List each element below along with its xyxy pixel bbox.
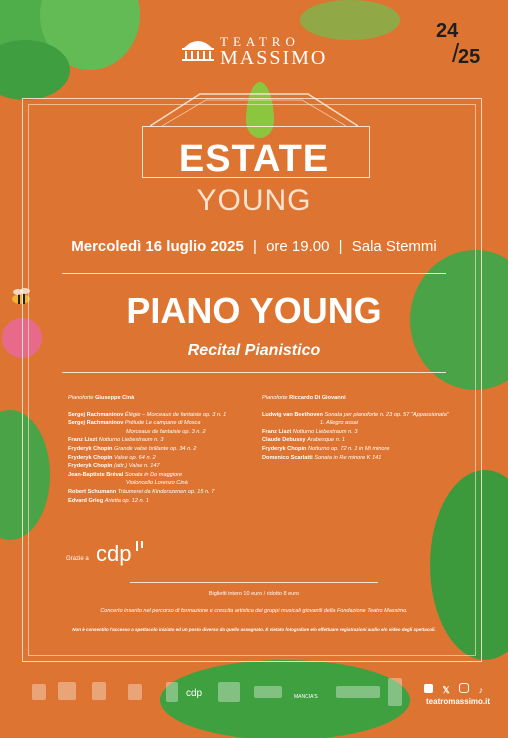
piece-title: 1. Allegro assai (320, 420, 359, 427)
piece-title: Valse op. 64 n. 2 (114, 454, 156, 461)
event-venue: Sala Stemmi (351, 238, 437, 255)
program-row (68, 428, 258, 437)
performer-header (68, 394, 258, 403)
composer-name: Claude Debussy (262, 437, 306, 444)
brand-bottom: MASSIMO (220, 47, 328, 69)
mancia-logo[interactable]: MANCIA'S (294, 694, 318, 700)
cdp-logo[interactable]: cdp (96, 541, 132, 566)
series-title-line2: YOUNG (196, 184, 312, 217)
sponsor-logo (92, 682, 106, 700)
program-row (68, 411, 258, 420)
footer-cdp-logo[interactable]: cdp (186, 688, 203, 699)
website-link[interactable]: teatromassimo.it (426, 697, 491, 706)
sponsor-logo (58, 682, 76, 700)
composer-name: Domenico Scarlatti (262, 454, 313, 461)
concert-subtitle: Recital Pianistico (187, 342, 321, 359)
performer-role: Pianoforte (68, 395, 94, 401)
performer-name: Riccardo Di Giovanni (289, 395, 346, 401)
program-row (68, 445, 258, 454)
composer-name: Fryderyk Chopin (68, 463, 113, 470)
facebook-icon[interactable] (424, 684, 433, 693)
event-date: Mercoledì 16 luglio 2025 (71, 238, 244, 255)
composer-name: Fryderyk Chopin (262, 445, 307, 452)
season-slash: / (452, 38, 460, 68)
piece-title: Sonata in Do maggiore (124, 471, 183, 478)
program-row (262, 411, 462, 420)
concert-title: PIANO YOUNG (126, 290, 382, 331)
sponsor-logo (336, 686, 380, 698)
cdp-mark (136, 541, 138, 551)
program-row (262, 454, 462, 463)
piece-title: Notturno Liebestraum n. 3 (292, 428, 358, 435)
program-left-column (68, 394, 258, 505)
composer-name: Jean-Baptiste Bréval (68, 471, 124, 478)
composer-name: Fryderyk Chopin (68, 445, 113, 452)
season-bottom: 25 (458, 46, 481, 68)
tiktok-icon[interactable]: ♪ (478, 685, 484, 695)
palermo-crest-icon (166, 682, 178, 702)
piece-title: Sonata in Re minore K 141 (314, 454, 382, 461)
piece-title: Notturno Liebestraum n. 3 (98, 437, 164, 444)
program-row (68, 488, 258, 497)
piece-title: Notturno op. 72 n. 1 in Mi minore (308, 445, 390, 452)
piece-title: Morceaux de fantaisie op. 3 n. 2 (126, 428, 206, 435)
season-badge (436, 20, 482, 70)
separator: | (338, 238, 343, 255)
season-top: 24 (436, 20, 459, 42)
theatre-building-icon (180, 36, 216, 62)
divider-info (130, 582, 378, 583)
x-icon[interactable]: 𝕏 (442, 685, 450, 695)
piece-title: Grande valse brillante op. 34 n. 2 (114, 445, 197, 452)
composer-name: Fryderyk Chopin (68, 454, 113, 461)
piece-title: (attr.) Valse n. 147 (114, 463, 160, 470)
performer-role: Pianoforte (262, 395, 288, 401)
program-row (262, 436, 462, 445)
program-row (68, 419, 258, 428)
cdp-mark (141, 541, 143, 548)
performer-name: Giuseppe Cinà (95, 395, 135, 401)
sponsor-logo (128, 684, 142, 700)
instagram-icon[interactable] (459, 683, 469, 693)
composer-name: Franz Liszt (262, 428, 292, 435)
performer-header (262, 394, 462, 403)
program-row (68, 479, 258, 488)
social-links (424, 680, 483, 698)
sponsor-logo (218, 682, 240, 702)
composer-name: Edvard Grieg (68, 497, 104, 504)
program-row (262, 428, 462, 437)
event-dateline (0, 238, 508, 255)
event-time: ore 19.00 (266, 238, 330, 255)
program-row (68, 454, 258, 463)
sponsor-logo (388, 678, 402, 706)
leaf-decoration (300, 0, 400, 40)
thanks-label: Grazie a (66, 556, 89, 562)
frame-arch-ornament (150, 84, 358, 128)
program-row (68, 436, 258, 445)
sponsor-logo (254, 686, 282, 698)
separator: | (253, 238, 257, 255)
program-row (68, 462, 258, 471)
composer-name: Ludwig van Beethoven (262, 411, 323, 418)
divider-bottom (62, 372, 446, 373)
program-row (68, 471, 258, 480)
divider-top (62, 273, 446, 274)
concert-note: Concerto inserito nel percorso di formazione e crescita artistica dei gruppi musicali giovanili della Fondazione Teatro Massimo. (100, 608, 408, 614)
piece-title: Violoncello Lorenzo Cinà (126, 480, 188, 487)
piece-title: Sonata per pianoforte n. 23 op. 57 "Appassionata" (324, 411, 449, 418)
region-crest-icon (32, 684, 46, 700)
piece-title: Arietta op. 12 n. 1 (104, 497, 149, 504)
piece-title: Élégie – Morceaux de fantaisie op. 3 n. 1 (124, 411, 227, 418)
piece-title: Träumerei da Kinderszenen op. 15 n. 7 (117, 488, 215, 495)
ticket-prices: Biglietti intero 10 euro / ridotto 8 euro (208, 591, 300, 597)
composer-name: Sergej Rachmaninov (68, 411, 124, 418)
piece-title: Prélude Le campane di Mosca (124, 420, 201, 427)
piece-title: Arabesque n. 1 (307, 437, 346, 444)
composer-name: Robert Schumann (68, 488, 117, 495)
program-row (68, 497, 258, 506)
access-rules: Non è consentito l'accesso a spettacolo iniziato ed un posto diverso da quello assegnato. È vietato fotografare e/o effettuare registrazioni audio e/o video degli spettacoli. (72, 627, 436, 632)
brand-top: TEATRO (220, 34, 300, 49)
series-title-line1: ESTATE (178, 138, 330, 180)
composer-name: Franz Liszt (68, 437, 98, 444)
program-row (262, 419, 462, 428)
program-row (262, 445, 462, 454)
composer-name: Sergej Rachmaninov (68, 420, 124, 427)
program-right-column (262, 394, 462, 462)
